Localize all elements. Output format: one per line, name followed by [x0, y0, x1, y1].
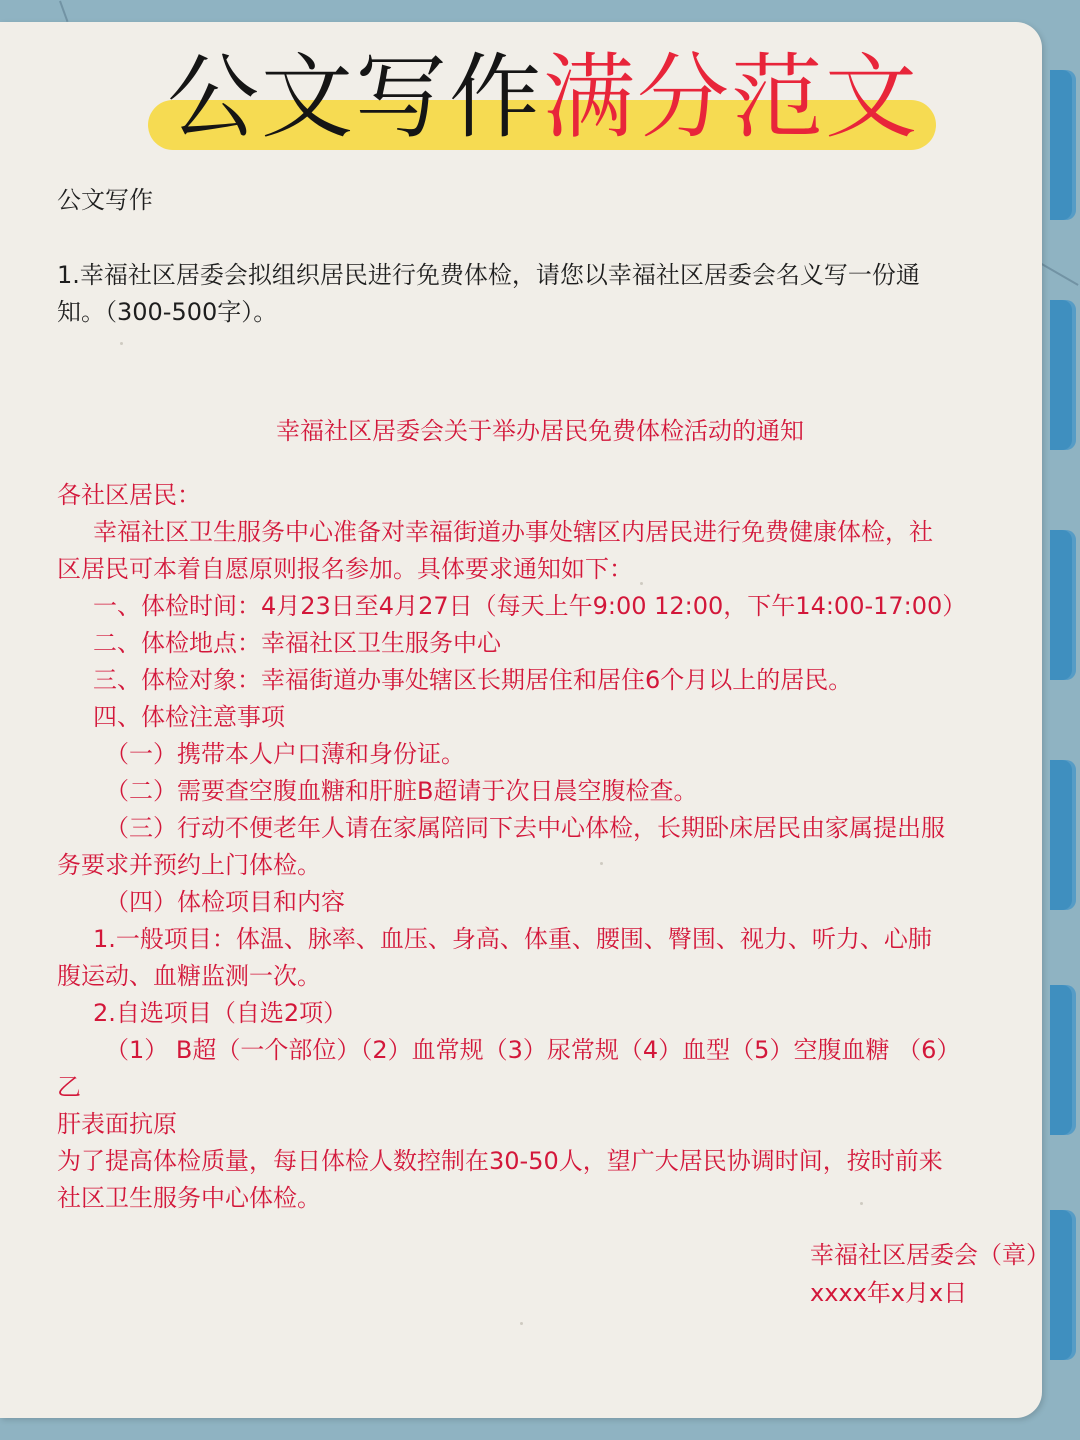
section-label: 公文写作 — [57, 186, 153, 214]
title-text — [148, 42, 938, 154]
notice-item: 一、体检时间：4月23日至4月27日（每天上午9:00 12:00，下午14:00-17:00） — [93, 592, 967, 620]
closing-line: 社区卫生服务中心体检。 — [57, 1184, 321, 1212]
salutation: 各社区居民： — [57, 481, 201, 509]
notice-item: 二、体检地点：幸福社区卫生服务中心 — [93, 629, 501, 657]
notice-heading-block — [57, 413, 1023, 450]
signature-date: xxxx年x月x日 — [810, 1279, 968, 1307]
optional-items: 乙 — [57, 1073, 81, 1101]
signature-block — [810, 1236, 1050, 1312]
title-part-red: 满分范文 — [543, 44, 920, 151]
optional-items: 肝表面抗原 — [57, 1110, 177, 1138]
notice-heading: 幸福社区居委会关于举办居民免费体检活动的通知 — [276, 417, 804, 445]
paper-speck — [520, 1322, 523, 1325]
notice-subitem: 务要求并预约上门体检。 — [57, 851, 321, 879]
signature: 幸福社区居委会（章） — [810, 1241, 1050, 1269]
backdrop-line — [59, 1, 68, 22]
notice-item: 四、体检注意事项 — [93, 703, 285, 731]
optional-items-head: 2.自选项目（自选2项） — [93, 999, 348, 1027]
binder-tab — [1050, 300, 1076, 450]
binder-tab — [1050, 530, 1076, 680]
intro-line: 区居民可本着自愿原则报名参加。具体要求通知如下： — [57, 555, 633, 583]
notice-item: 三、体检对象：幸福街道办事处辖区长期居住和居住6个月以上的居民。 — [93, 666, 853, 694]
notice-subitem: （三）行动不便老年人请在家属陪同下去中心体检，长期卧床居民由家属提出服 — [105, 814, 945, 842]
backdrop-line — [1040, 262, 1079, 286]
closing-line: 为了提高体检质量，每日体检人数控制在30-50人，望广大居民协调时间，按时前来 — [57, 1147, 943, 1175]
optional-items: （1） B超（一个部位）（2）血常规（3）尿常规（4）血型（5）空腹血糖 （6） — [105, 1036, 961, 1064]
binder-tab — [1050, 70, 1076, 220]
binder-tab — [1050, 985, 1076, 1135]
notice-subitem: （一）携带本人户口薄和身份证。 — [105, 740, 465, 768]
question-line: 1.幸福社区居委会拟组织居民进行免费体检，请您以幸福社区居委会名义写一份通 — [57, 261, 920, 289]
title-part-black: 公文写作 — [166, 44, 543, 151]
question-line: 知。（300-500字）。 — [57, 298, 278, 326]
notice-subitem: （四）体检项目和内容 — [105, 888, 345, 916]
notice-body — [57, 477, 1022, 1217]
general-items: 腹运动、血糖监测一次。 — [57, 962, 321, 990]
binder-tab — [1050, 1210, 1076, 1360]
notice-subitem: （二）需要查空腹血糖和肝脏B超请于次日晨空腹检查。 — [105, 777, 698, 805]
intro-line: 幸福社区卫生服务中心准备对幸福街道办事处辖区内居民进行免费健康体检，社 — [93, 518, 933, 546]
paper-speck — [120, 342, 123, 345]
general-items: 1.一般项目：体温、脉率、血压、身高、体重、腰围、臀围、视力、听力、心肺 — [93, 925, 932, 953]
page-title — [148, 42, 938, 162]
question-block — [57, 257, 1022, 331]
section-label-block — [57, 182, 1022, 219]
binder-tab — [1050, 760, 1076, 910]
